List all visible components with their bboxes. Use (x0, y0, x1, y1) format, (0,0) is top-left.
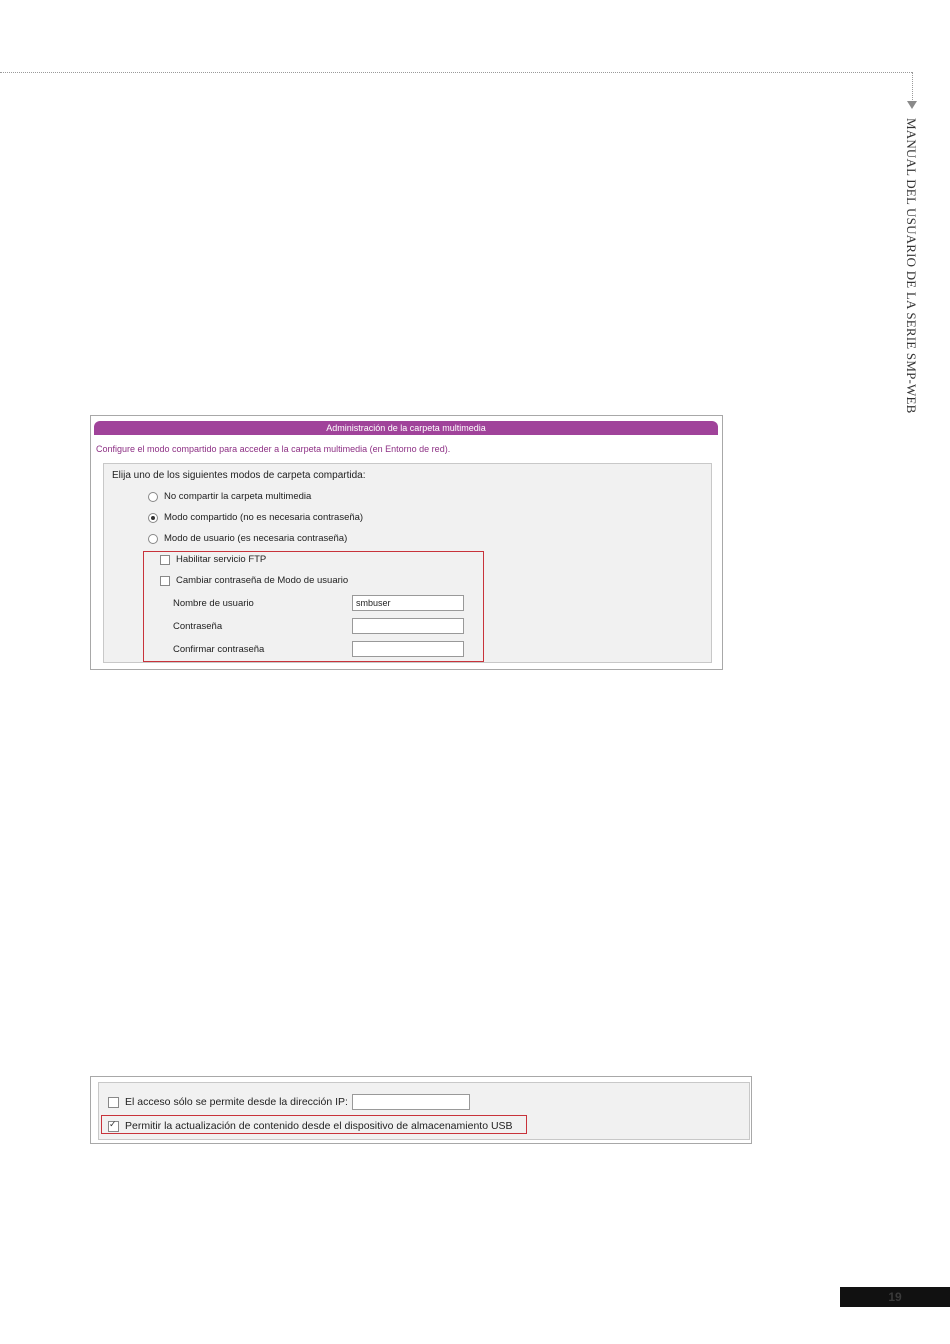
radio-no-share[interactable] (148, 491, 311, 502)
highlight-box-usb (101, 1115, 527, 1134)
radio-button-icon[interactable] (148, 534, 158, 544)
page-number-box (840, 1287, 950, 1307)
radio-label: Modo compartido (no es necesaria contraseña) (164, 512, 364, 523)
arrow-down-icon (907, 101, 917, 109)
radio-shared-mode[interactable] (148, 512, 363, 523)
radio-button-icon[interactable] (148, 492, 158, 502)
password-label: Contraseña (173, 621, 223, 632)
usb-update-label: Permitir la actualización de contenido desde el dispositivo de almacenamiento USB (125, 1120, 513, 1132)
checkbox-icon[interactable] (108, 1097, 119, 1108)
username-label: Nombre de usuario (173, 598, 254, 609)
side-dotted-rule (912, 72, 913, 102)
top-dotted-rule (0, 72, 912, 73)
change-password-label: Cambiar contraseña de Modo de usuario (176, 575, 349, 586)
radio-label: Modo de usuario (es necesaria contraseña) (164, 533, 348, 544)
ftp-label: Habilitar servicio FTP (176, 554, 267, 565)
highlight-box-user-mode (143, 551, 484, 662)
radio-button-selected-icon[interactable] (148, 513, 158, 523)
panel-title: Administración de la carpeta multimedia (94, 421, 718, 435)
panel-description: Configure el modo compartido para acceder a la carpeta multimedia (en Entorno de red). (96, 444, 451, 454)
page-number: 19 (888, 1290, 902, 1304)
manual-side-title: MANUAL DEL USUARIO DE LA SERIE SMP-WEB (904, 118, 919, 414)
radio-label: No compartir la carpeta multimedia (164, 491, 312, 502)
ip-restriction-row[interactable] (108, 1094, 470, 1110)
confirm-password-label: Confirmar contraseña (173, 644, 265, 655)
username-field[interactable]: smbuser (352, 595, 464, 611)
share-mode-prompt: Elija uno de los siguientes modos de carpeta compartida: (112, 470, 366, 481)
ip-restriction-label: El acceso sólo se permite desde la dirección IP: (125, 1096, 348, 1108)
ip-address-field[interactable] (352, 1094, 470, 1110)
radio-user-mode[interactable] (148, 533, 347, 544)
